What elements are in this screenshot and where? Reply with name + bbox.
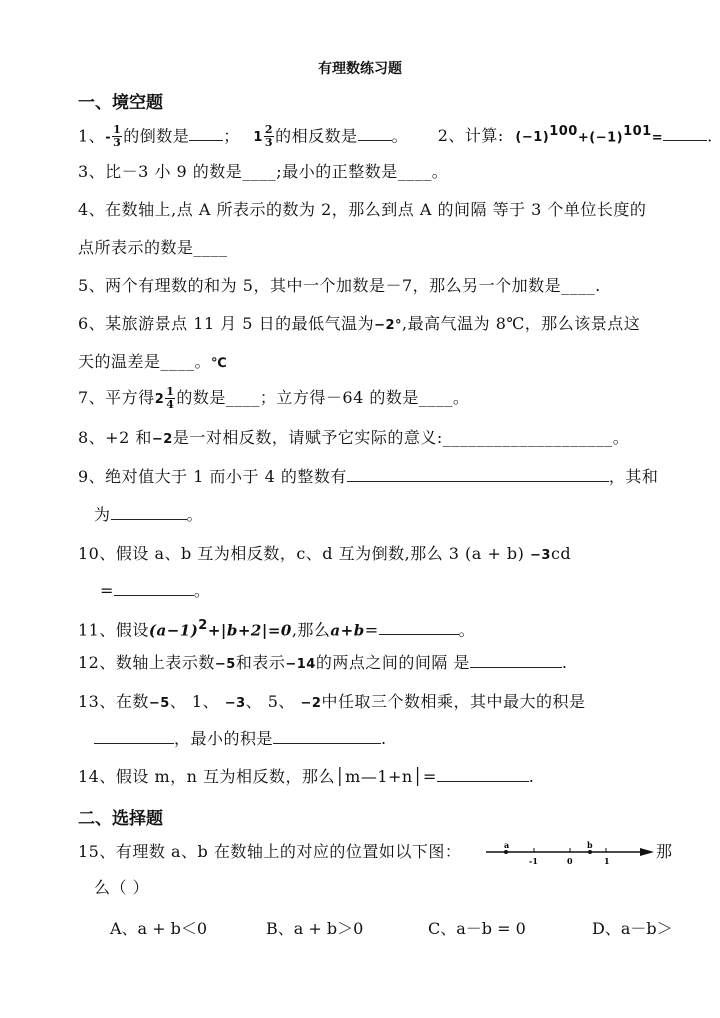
q1-number: 1、: [78, 126, 106, 146]
label-a: a: [504, 840, 510, 850]
label-minus-one: -1: [529, 856, 538, 866]
question-12: 12、数轴上表示数−5和表示−14的两点之间的间隔 是 .: [78, 653, 568, 672]
label-zero: 0: [567, 856, 573, 866]
question-1: 1、- $\frac{1}{3}$ 的倒数是 ； 1 $\frac{2}{3}$ 的相反数是 。 2、计算: $(-1)^{100}+(-1)^{101}=$ .: [78, 123, 713, 150]
label-b: b: [587, 840, 593, 850]
q14-blank[interactable]: [437, 766, 529, 782]
question-4-line2: 点所表示的数是____: [78, 238, 228, 257]
question-6-line1: 6、某旅游景点 11 月 5 日的最低气温为−2°,最高气温为 8℃，那么该景点这: [78, 314, 641, 333]
q11-blank[interactable]: [379, 619, 459, 635]
question-6-line2: 天的温差是____。℃: [78, 352, 228, 371]
question-7: 7、平方得2 $\frac{1}{4}$ 的数是____；立方得－64 的数是____。: [78, 385, 470, 411]
question-15-line2: 么（ ）: [94, 878, 150, 897]
q13-blank-max[interactable]: [94, 728, 174, 744]
option-a[interactable]: A、a + b＜0: [110, 919, 208, 938]
q2-blank[interactable]: [663, 125, 707, 141]
question-10-line1: 10、假设 a、b 互为相反数，c、d 互为倒数,那么 3 (a + b) −3cd: [78, 544, 572, 563]
section-fill-in-heading: 一、境空题: [78, 93, 163, 113]
question-4-line1: 4、在数轴上,点 A 所表示的数为 2，那么到点 A 的间隔 等于 3 个单位长度的: [78, 200, 647, 219]
option-c[interactable]: C、a－b = 0: [428, 919, 526, 938]
point-b-marker: [588, 850, 592, 854]
q1-neg-sign: -: [105, 130, 112, 146]
question-13-line2: ，最小的积是 .: [94, 728, 387, 749]
option-b[interactable]: B、a + b＞0: [266, 919, 364, 938]
question-15-line1-end: 那: [656, 842, 673, 861]
q9-blank-sum[interactable]: [111, 504, 187, 520]
q1-fraction: $\frac{1}{3}$: [113, 123, 122, 150]
q7-fraction: $\frac{1}{4}$: [166, 385, 175, 411]
question-14: 14、假设 m，n 互为相反数，那么│m—1+n│= .: [78, 767, 535, 786]
q13-blank-min[interactable]: [273, 728, 381, 744]
q1-blank-2[interactable]: [358, 125, 392, 141]
q12-blank[interactable]: [470, 652, 562, 668]
q2-number: 2、计算:: [437, 126, 504, 146]
number-line-figure: [486, 840, 654, 868]
q10-blank[interactable]: [114, 580, 194, 596]
question-10-line2: = 。: [100, 581, 211, 600]
question-15-line1: 15、有理数 a、b 在数轴上的对应的位置如以下图：: [78, 842, 462, 861]
label-one: 1: [604, 856, 610, 866]
point-a-marker: [504, 850, 508, 854]
page-title: 有理数练习题: [318, 61, 402, 77]
option-d[interactable]: D、a－b＞: [592, 919, 673, 938]
question-8: 8、+2 和−2是一对相反数，请赋予它实际的意义:____________________。: [78, 428, 630, 447]
q1-blank-1[interactable]: [189, 125, 223, 141]
q9-blank-integers[interactable]: [347, 466, 609, 482]
question-11: 11、假设$(a-1)^2+|b+2|=0$,那么a+b= 。: [78, 618, 476, 640]
question-9-line1: 9、绝对值大于 1 而小于 4 的整数有 ，其和: [78, 467, 659, 486]
section-choice-heading: 二、选择题: [78, 809, 163, 829]
q1-mixed-fraction: $\frac{2}{3}$: [264, 123, 274, 150]
question-5: 5、两个有理数的和为 5，其中一个加数是－7，那么另一个加数是____.: [78, 276, 601, 295]
question-13-line1: 13、在数−5、 1、 −3、 5、 −2中任取三个数相乘，其中最大的积是: [78, 692, 586, 711]
question-9-line2: 为 。: [94, 505, 204, 524]
question-3: 3、比－3 小 9 的数是____;最小的正整数是____。: [78, 162, 449, 181]
number-line-arrow-icon: [640, 848, 654, 856]
